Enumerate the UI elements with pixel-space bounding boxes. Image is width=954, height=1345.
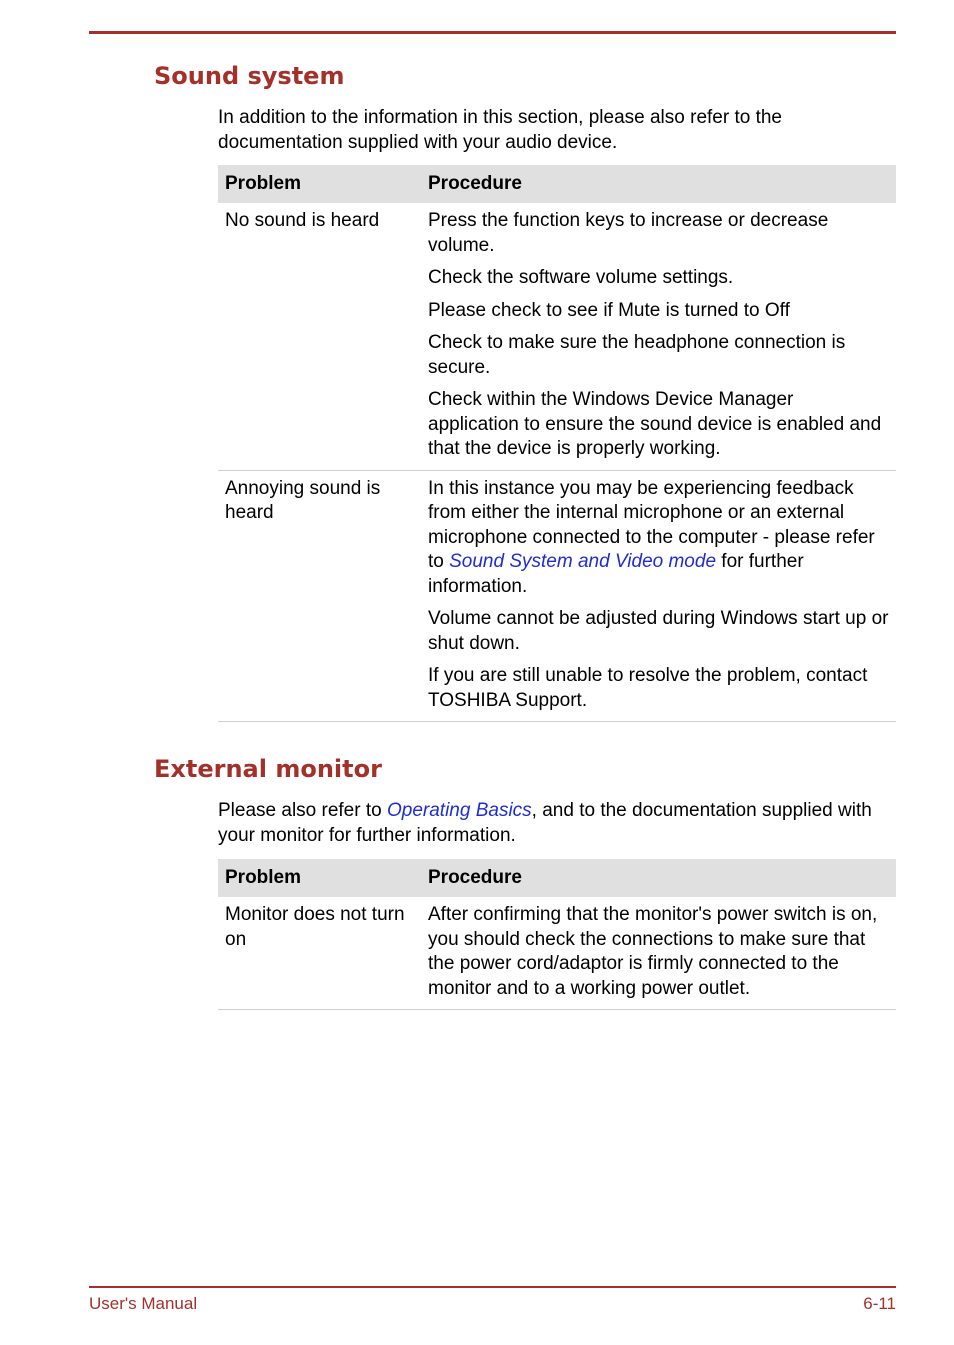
table-row [218,470,896,722]
problem-cell: Monitor does not turn on [218,897,421,1010]
procedure-cell [421,897,896,1010]
table-header-row [218,859,896,897]
sound-intro: In addition to the information in this section, please also refer to the documentation supplied with your audio device. [218,107,782,153]
problem-cell: No sound is heard [218,203,421,470]
procedure-text: for further information. [428,551,804,597]
procedure-step: Press the function keys to increase or decrease volume. [428,210,829,256]
procedure-step: Volume cannot be adjusted during Windows start up or shut down. [428,608,889,654]
column-header-problem: Problem [218,859,421,897]
table-row [218,203,896,470]
monitor-troubleshooting-table [218,859,896,1010]
procedure-cell [421,470,896,722]
procedure-step: After confirming that the monitor's power switch is on, you should check the connections to make sure that the power cord/adaptor is firmly connected to the monitor and to a working power outlet. [428,904,878,999]
column-header-procedure: Procedure [421,165,896,203]
problem-cell: Annoying sound is heard [218,470,421,722]
footer-rule [89,1286,896,1288]
operating-basics-link[interactable]: Operating Basics [386,800,532,821]
procedure-step: If you are still unable to resolve the problem, contact TOSHIBA Support. [428,665,868,711]
procedure-step: Check to make sure the headphone connection is secure. [428,332,846,378]
monitor-intro [218,799,898,848]
sound-troubleshooting-table [218,165,896,722]
column-header-problem: Problem [218,165,421,203]
section-title-sound-system: Sound system [154,62,345,90]
footer-manual-title: User's Manual [89,1294,198,1313]
procedure-step [428,477,889,600]
sound-system-video-mode-link[interactable]: Sound System and Video mode [449,551,717,572]
page-number: 6-11 [863,1294,896,1313]
section-title-external-monitor: External monitor [154,755,382,783]
procedure-step: Check within the Windows Device Manager application to ensure the sound device is enabled and that the device is properly working. [428,389,882,459]
table-row [218,897,896,1010]
procedure-step: Please check to see if Mute is turned to Off [428,299,790,321]
column-header-procedure: Procedure [421,859,896,897]
procedure-text: In this instance you may be experiencing feedback from either the internal microphone or an external microphone connected to the computer - please refer to [428,477,875,572]
table-header-row [218,165,896,203]
intro-text: Please also refer to [218,800,387,821]
header-rule [89,31,896,34]
intro-text: , and to the documentation supplied with your monitor for further information. [218,800,872,846]
procedure-cell [421,203,896,470]
procedure-step: Check the software volume settings. [428,267,734,288]
